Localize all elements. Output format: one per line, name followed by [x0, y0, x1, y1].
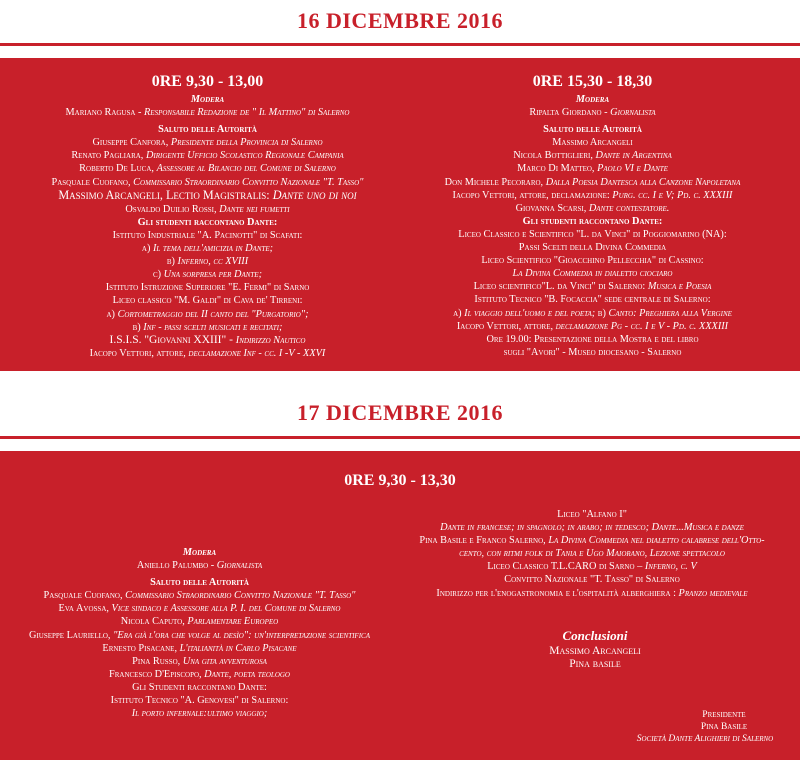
- program-text: Dante contestatore.: [588, 202, 670, 214]
- program-line: Saluto delle Autorità: [543, 124, 642, 136]
- program-text: Aniello Palumbo -: [136, 560, 217, 572]
- program-text: "Era già l'ora che volge al desìo": un'interpretazione scientifica: [113, 629, 370, 641]
- program-line: [12, 629, 387, 642]
- program-text: Iacopo Vettori, attore, declamazione:: [452, 189, 613, 201]
- program-text: a): [141, 243, 153, 255]
- program-line: [20, 255, 395, 268]
- program-line: [400, 162, 785, 175]
- program-line: Gli Studenti raccontano Dante:: [132, 681, 267, 693]
- program-text: Indirizzo Nautico: [235, 334, 306, 346]
- program-line: Liceo Classico e Scientifico "L. da Vinci" di Poggiomarino (NA):: [458, 228, 727, 240]
- program-line: Passi Scelti della Divina Commedia: [518, 242, 667, 254]
- program-text: Una gita avventurosa: [182, 655, 267, 667]
- divider: [0, 43, 800, 46]
- program-text: a): [106, 308, 118, 320]
- program-text: Pina Russo,: [132, 655, 183, 667]
- divider: [0, 436, 800, 439]
- program-line: [400, 320, 785, 333]
- program-text: b): [166, 256, 178, 268]
- program-line: [12, 589, 387, 602]
- program-text: Ripalta Giordano -: [529, 107, 611, 119]
- program-text: Una sorpresa per Dante;: [163, 269, 263, 281]
- program-line: La Divina Commedia in dialetto ciociaro: [512, 268, 673, 280]
- program-line: [400, 149, 785, 162]
- program-text: I.S.I.S. "Giovanni XXIII" -: [109, 333, 236, 346]
- program-text: Pina Basile e Franco Salerno,: [419, 535, 549, 547]
- program-text: Pasquale Cuofano,: [43, 590, 126, 602]
- program-line: Liceo "Alfano I": [557, 509, 627, 520]
- program-text: Roberto De Luca,: [79, 163, 157, 175]
- program-text: La Divina Commedia nel dialetto calabrese dell'Otto-: [548, 535, 765, 547]
- program-text: Assessore al Bilancio del Comune di Salerno: [156, 163, 336, 175]
- program-text: Giovanna Scarsi,: [515, 202, 589, 214]
- program-text: Iacopo Vettori, attore,: [456, 320, 556, 332]
- program-text: Il viaggio dell'uomo e del poeta;: [464, 307, 596, 319]
- program-text: Dante nei fumetti: [219, 203, 290, 215]
- program-text: Massimo Arcangeli, Lectio Magistralis:: [58, 187, 273, 202]
- program-text: Dante, poeta teologo: [204, 668, 290, 680]
- program-text: Iacopo Vettori, attore,: [89, 347, 189, 359]
- program-line: Gli studenti raccontano Dante:: [137, 216, 278, 228]
- program-line: [392, 587, 792, 600]
- program-text: Pasquale Cuofano,: [51, 176, 134, 188]
- program-line: Modera: [575, 94, 610, 105]
- day2-morning-hours: 0RE 9,30 - 13,30: [344, 472, 456, 489]
- program-line: Istituto Istruzione Superiore "E. Fermi" di Sarno: [105, 282, 310, 294]
- signature: [600, 709, 800, 745]
- program-text: Nicola Caputo,: [120, 616, 188, 628]
- program-line: Liceo Scientifico "Gioacchino Pellecchia" di Cassino:: [481, 255, 704, 267]
- program-text: Liceo Classico T.L.CARO di Sarno –: [487, 561, 645, 573]
- program-text: c): [152, 269, 164, 281]
- program-line: Istituto Tecnico "A. Genovesi" di Salerno:: [110, 695, 289, 707]
- program-text: Giuseppe Lauriello,: [29, 629, 114, 641]
- program-text: Responsabile Redazione de " Il Mattino" di Salerno: [144, 107, 350, 119]
- program-line: [392, 547, 792, 560]
- program-line: [20, 203, 395, 216]
- program-text: a): [453, 307, 465, 319]
- program-line: Liceo classico "M. Galdi" di Cava de' Tirreni:: [112, 295, 303, 307]
- program-line: Massimo Arcangeli: [552, 137, 633, 149]
- conclusions-name: Massimo Arcangeli: [549, 645, 641, 658]
- day1-morning-column: [20, 72, 395, 360]
- program-text: Pranzo medievale: [678, 587, 748, 599]
- program-text: Marco Di Matteo,: [517, 163, 598, 175]
- program-text: Cortometraggio del II canto del "Purgatorio";: [117, 308, 309, 320]
- program-text: Liceo scientifico"L. da Vinci" di Salerno:: [473, 281, 648, 293]
- program-text: Inf - passi scelti musicati e recitati;: [143, 321, 283, 333]
- signature-society: Società Dante Alighieri di Salerno: [636, 734, 774, 744]
- program-text: Inferno, cc XVIII: [177, 256, 249, 268]
- program-line: [392, 534, 792, 547]
- program-text: Musica e Poesia: [647, 281, 712, 293]
- program-line: [20, 189, 395, 203]
- program-text: Osvaldo Duilio Rossi,: [125, 203, 220, 215]
- program-text: Indirizzo per l'enogastronomia e l'ospitalità alberghiera :: [436, 587, 679, 599]
- program-line: [12, 668, 387, 681]
- program-line: [20, 149, 395, 162]
- program-text: Dirigente Ufficio Scolastico Regionale Campania: [145, 150, 344, 162]
- program-line: Istituto Industriale "A. Pacinotti" di Scafati:: [112, 229, 303, 241]
- program-line: [392, 560, 792, 573]
- program-line: Dante in francese; in spagnolo; in arabo; in tedesco; Dante...Musica e danze: [440, 522, 744, 534]
- day2-panel: [0, 451, 800, 760]
- program-text: Don Michele Pecoraro,: [444, 176, 546, 188]
- program-line: Saluto delle Autorità: [158, 124, 257, 136]
- program-text: Commissario Straordinario Convitto Nazionale "T. Tasso": [125, 590, 356, 602]
- day2-left-column: [12, 546, 387, 720]
- program-text: Presidente della Provincia di Salerno: [170, 137, 323, 149]
- day2-right-column: [392, 508, 792, 600]
- program-line: Il porto infernale:ultimo viaggio;: [131, 708, 268, 720]
- day1-afternoon-hours: 0RE 15,30 - 18,30: [532, 73, 653, 90]
- program-text: Il tema dell'amicizia in Dante;: [152, 243, 274, 255]
- program-text: Dalla Poesia Dantesca alla Canzone Napoletana: [545, 176, 741, 188]
- signature-role: Presidente: [702, 710, 746, 720]
- program-text: Giornalista: [216, 560, 263, 572]
- program-line: [12, 602, 387, 615]
- program-text: Giuseppe Canfora,: [92, 137, 171, 149]
- day1-morning-hours: 0RE 9,30 - 13,00: [151, 73, 264, 90]
- program-line: [400, 202, 785, 215]
- program-line: sugli "Avori" - Museo diocesano - Salerno: [503, 346, 682, 358]
- program-text: declamazione Inf - cc. I -V - XXVI: [188, 347, 326, 359]
- program-line: [12, 642, 387, 655]
- program-line: [12, 655, 387, 668]
- program-line: [400, 307, 785, 320]
- program-text: Canto: Preghiera alla Vergine: [608, 307, 732, 319]
- day1-afternoon-column: [400, 72, 785, 359]
- program-line: [20, 136, 395, 149]
- program-line: Ore 19.00: Presentazione della Mostra e del libro: [486, 333, 699, 345]
- conclusions-name: Pina basile: [569, 658, 621, 671]
- program-line: [20, 334, 395, 347]
- program-text: Nicola Bottiglieri,: [513, 150, 596, 162]
- program-text: Dante uno di noi: [272, 187, 357, 202]
- program-line: Gli studenti raccontano Dante:: [522, 215, 663, 227]
- program-line: Convitto Nazionale "T. Tasso" di Salerno: [504, 574, 680, 586]
- program-text: cento, con ritmi folk di Tania e Ugo Maiorano, Lezione spettacolo: [459, 548, 725, 560]
- program-text: Vice sindaco e Assessore alla P. I. del Comune di Salerno: [111, 603, 341, 615]
- program-line: [20, 347, 395, 360]
- day1-date: 16 DICEMBRE 2016: [296, 8, 503, 33]
- program-text: Ernesto Pisacane,: [102, 642, 180, 654]
- program-line: [400, 176, 785, 189]
- program-line: Istituto Tecnico "B. Focaccia" sede centrale di Salerno:: [474, 294, 711, 306]
- program-text: b): [132, 321, 144, 333]
- conclusions: [480, 629, 710, 671]
- program-line: [20, 242, 395, 255]
- program-line: [20, 106, 395, 119]
- program-text: L'italianità in Carlo Pisacane: [179, 642, 297, 654]
- program-line: [400, 280, 785, 293]
- program-line: [12, 559, 387, 572]
- program-text: declamazione Pg - cc. I e V - Pd. c. XXXIII: [555, 320, 729, 332]
- program-line: [12, 615, 387, 628]
- program-line: [20, 308, 395, 321]
- program-text: Francesco D'Episcopo,: [109, 668, 205, 680]
- signature-name: Pina Basile: [700, 722, 748, 732]
- program-text: Giornalista: [610, 107, 656, 119]
- conclusions-title: Conclusioni: [562, 628, 628, 643]
- program-text: b): [595, 307, 609, 319]
- day1-panel: [0, 58, 800, 371]
- program-line: Modera: [190, 94, 225, 105]
- program-text: Eva Avossa,: [58, 603, 112, 615]
- program-line: [20, 162, 395, 175]
- program-text: Parlamentare Europeo: [187, 616, 279, 628]
- program-text: Purg. cc. I e V; Pd. c. XXXIII: [612, 189, 733, 201]
- program-text: Commissario Straordinario Convitto Nazionale "T. Tasso": [133, 176, 364, 188]
- program-line: [20, 321, 395, 334]
- program-text: Paolo VI e Dante: [597, 163, 668, 175]
- program-text: Renato Pagliara,: [71, 150, 146, 162]
- day2-date: 17 DICEMBRE 2016: [296, 400, 503, 425]
- program-line: Modera: [182, 547, 217, 558]
- program-text: Dante in Argentina: [595, 150, 672, 162]
- program-line: [400, 189, 785, 202]
- program-line: Saluto delle Autorità: [150, 577, 249, 589]
- program-text: Mariano Ragusa -: [65, 107, 145, 119]
- program-line: [400, 106, 785, 119]
- program-text: Inferno, c. V: [644, 561, 697, 573]
- program-line: [20, 268, 395, 281]
